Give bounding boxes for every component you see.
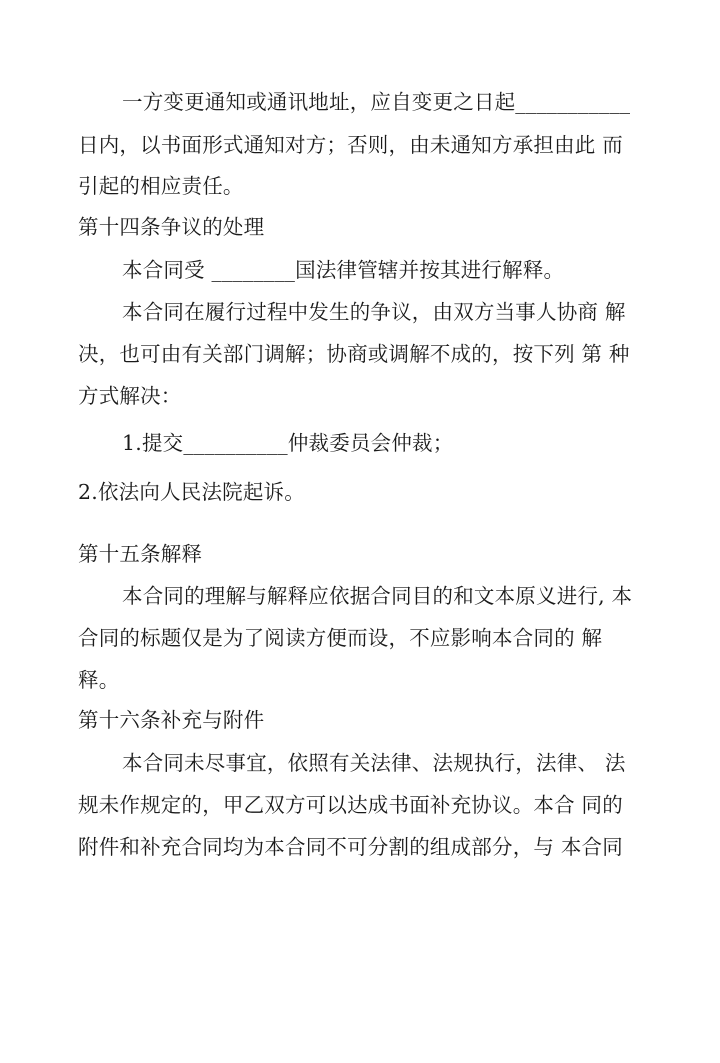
list-item-1: 1.提交__________仲裁委员会仲裁； [122, 431, 454, 455]
text-line-16: 本合同未尽事宜，依照有关法律、法规执行，法律、 法 [122, 751, 626, 775]
section-heading-15: 第十五条解释 [78, 542, 203, 566]
text-line-12: 本合同的理解与解释应依据合同目的和文本原义进行, 本 [122, 584, 633, 608]
text-line-2: 日内，以书面形式通知对方；否则，由未通知方承担由此 而 [78, 133, 623, 157]
list-item-2: 2.依法向人民法院起诉。 [78, 480, 305, 504]
text-line-13: 合同的标题仅是为了阅读方便而设，不应影响本合同的 解 [78, 626, 603, 650]
section-heading-14: 第十四条争议的处理 [78, 215, 265, 239]
text-line-6: 本合同在履行过程中发生的争议，由双方当事人协商 解 [122, 300, 626, 324]
text-line-5: 本合同受 ________国法律管辖并按其进行解释。 [122, 258, 565, 282]
text-line-3: 引起的相应责任。 [78, 174, 244, 198]
text-line-17: 规未作规定的，甲乙双方可以达成书面补充协议。本合 同的 [78, 793, 623, 817]
text-line-8: 方式解决： [78, 384, 182, 408]
text-line-1: 一方变更通知或通讯地址，应自变更之日起___________ [122, 90, 631, 114]
text-line-18: 附件和补充合同均为本合同不可分割的组成部分，与 本合同 [78, 835, 623, 859]
section-heading-16: 第十六条补充与附件 [78, 708, 265, 732]
text-line-7: 决，也可由有关部门调解；协商或调解不成的，按下列 第 种 [78, 342, 630, 366]
text-line-14: 释。 [78, 668, 120, 692]
